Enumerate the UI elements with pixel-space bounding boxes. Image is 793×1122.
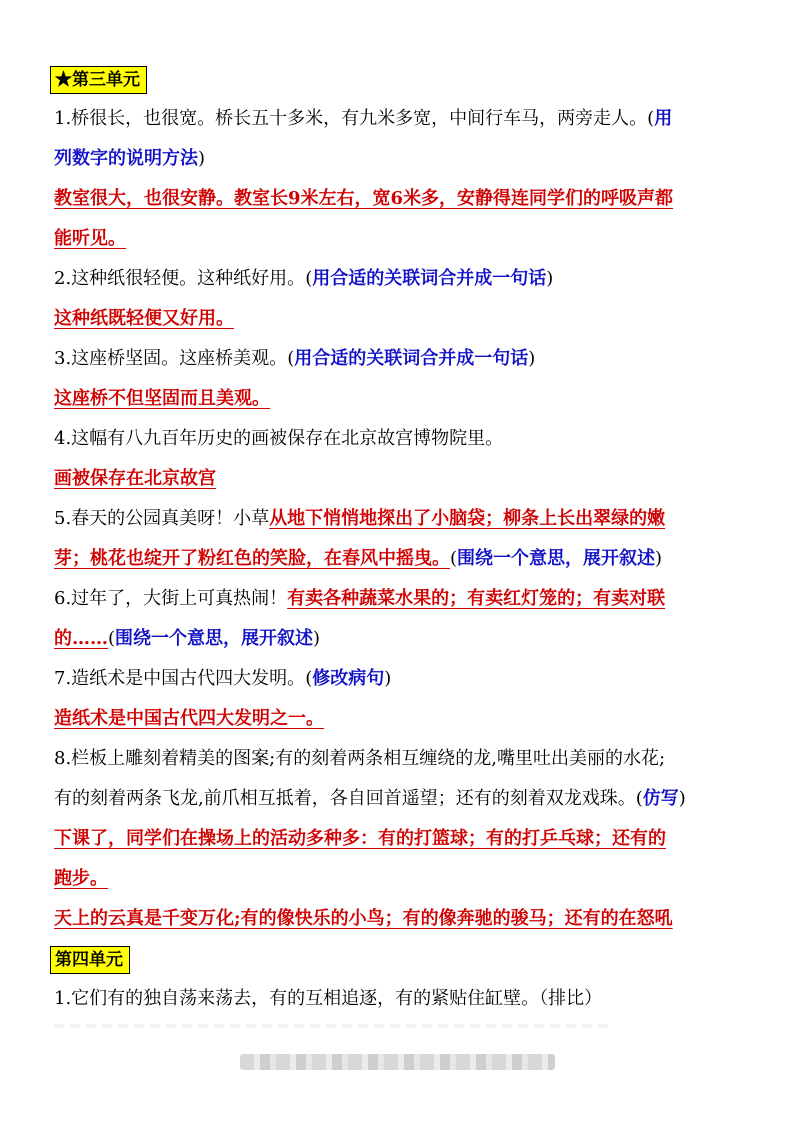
- q7-hint-close: ): [384, 668, 392, 689]
- u4-q1-line: [54, 986, 744, 1012]
- q3-hint-close: ): [528, 348, 536, 369]
- q1-hint-b: 列数字的说明方法: [54, 148, 198, 169]
- q8-answer-line3: [54, 906, 744, 932]
- q5-answer-b: 芽；桃花也绽开了粉红色的笑脸，在春风中摇曳。: [54, 548, 450, 569]
- q7-answer-line: [54, 706, 744, 732]
- q4-line: [54, 426, 744, 452]
- q6-hint-close: ): [313, 628, 321, 649]
- q3-answer: 这座桥不但坚固而且美观。: [54, 388, 270, 409]
- u4-q1-hint: （排比）: [539, 988, 603, 1009]
- q6-line1: [54, 586, 744, 612]
- q6-answer-a: 有卖各种蔬菜水果的；有卖红灯笼的；有卖对联: [287, 588, 666, 609]
- q2-hint-open: (: [305, 268, 313, 289]
- q8-line1: [54, 746, 744, 772]
- q1-hint-open: (: [647, 108, 655, 129]
- q2-line: [54, 266, 744, 292]
- q2-answer-line: [54, 306, 744, 332]
- q8-text-a: 8.栏板上雕刻着精美的图案;有的刻着两条相互缠绕的龙,嘴里吐出美丽的水花;: [54, 748, 666, 769]
- q8-answer-b: 跑步。: [54, 868, 108, 889]
- q7-answer: 造纸术是中国古代四大发明之一。: [54, 708, 324, 729]
- q7-hint: 修改病句: [312, 668, 385, 689]
- q2-hint: 用合适的关联词合并成一句话: [312, 268, 547, 289]
- q6-hint-open: (: [108, 628, 116, 649]
- q4-text: 4.这幅有八九百年历史的画被保存在北京故宫博物院里。: [54, 428, 504, 449]
- q1-hint-a: 用: [654, 108, 673, 129]
- q8-text-b: 有的刻着两条飞龙,前爪相互抵着，各自回首遥望；还有的刻着双龙戏珠。: [54, 788, 636, 809]
- q1-line2: [54, 146, 744, 172]
- q8-hint-open: (: [635, 788, 643, 809]
- q4-answer-line: [54, 466, 744, 492]
- q5-answer-a: 从地下悄悄地探出了小脑袋；柳条上长出翠绿的嫩: [269, 508, 666, 529]
- q1-answer-line1: [54, 186, 744, 212]
- q6-text: 6.过年了，大街上可真热闹！: [54, 588, 288, 609]
- q3-answer-line: [54, 386, 744, 412]
- blurred-footer: [240, 1054, 555, 1070]
- q5-hint-open: (: [450, 548, 458, 569]
- q8-answer-line2: [54, 866, 744, 892]
- q1-answer-b: 能听见。: [54, 228, 126, 249]
- q8-hint: 仿写: [642, 788, 679, 809]
- q6-line2: [54, 626, 744, 652]
- q1-line1: [54, 106, 744, 132]
- q1-answer-a: 教室很大，也很安静。教室长9米左右，宽6米多，安静得连同学们的呼吸声都: [54, 188, 674, 209]
- q5-hint-close: ): [655, 548, 663, 569]
- unit4-heading: 第四单元: [50, 946, 130, 974]
- q3-text: 3.这座桥坚固。这座桥美观。: [54, 348, 288, 369]
- q5-hint: 围绕一个意思，展开叙述: [457, 548, 656, 569]
- q5-text: 5.春天的公园真美呀！小草: [54, 508, 270, 529]
- q6-hint: 围绕一个意思，展开叙述: [115, 628, 314, 649]
- q3-hint: 用合适的关联词合并成一句话: [294, 348, 529, 369]
- faded-text-strip: [54, 1024, 614, 1028]
- q8-line2: [54, 786, 744, 812]
- q3-hint-open: (: [287, 348, 295, 369]
- q6-answer-b: 的……: [54, 628, 108, 649]
- q4-answer: 画被保存在北京故宫: [54, 468, 216, 489]
- q5-line1: [54, 506, 744, 532]
- q2-hint-close: ): [546, 268, 554, 289]
- u4-q1-text: 1.它们有的独自荡来荡去，有的互相追逐，有的紧贴住缸壁。: [54, 988, 540, 1009]
- q1-answer-line2: [54, 226, 744, 252]
- q2-text: 2.这种纸很轻便。这种纸好用。: [54, 268, 306, 289]
- unit3-heading: ★第三单元: [50, 66, 147, 94]
- q5-line2: [54, 546, 744, 572]
- q8-hint-close: ): [678, 788, 686, 809]
- q2-answer: 这种纸既轻便又好用。: [54, 308, 234, 329]
- q7-line: [54, 666, 744, 692]
- q1-text: 1.桥很长，也很宽。桥长五十多米，有九米多宽，中间行车马，两旁走人。: [54, 108, 648, 129]
- q8-answer-a: 下课了，同学们在操场上的活动多种多：有的打篮球；有的打乒乓球；还有的: [54, 828, 666, 849]
- q8-answer-c: 天上的云真是千变万化;有的像快乐的小鸟；有的像奔驰的骏马；还有的在怒吼: [54, 908, 673, 929]
- q1-hint-close: ): [198, 148, 206, 169]
- q7-text: 7.造纸术是中国古代四大发明。: [54, 668, 306, 689]
- q3-line: [54, 346, 744, 372]
- q8-answer-line1: [54, 826, 744, 852]
- q7-hint-open: (: [305, 668, 313, 689]
